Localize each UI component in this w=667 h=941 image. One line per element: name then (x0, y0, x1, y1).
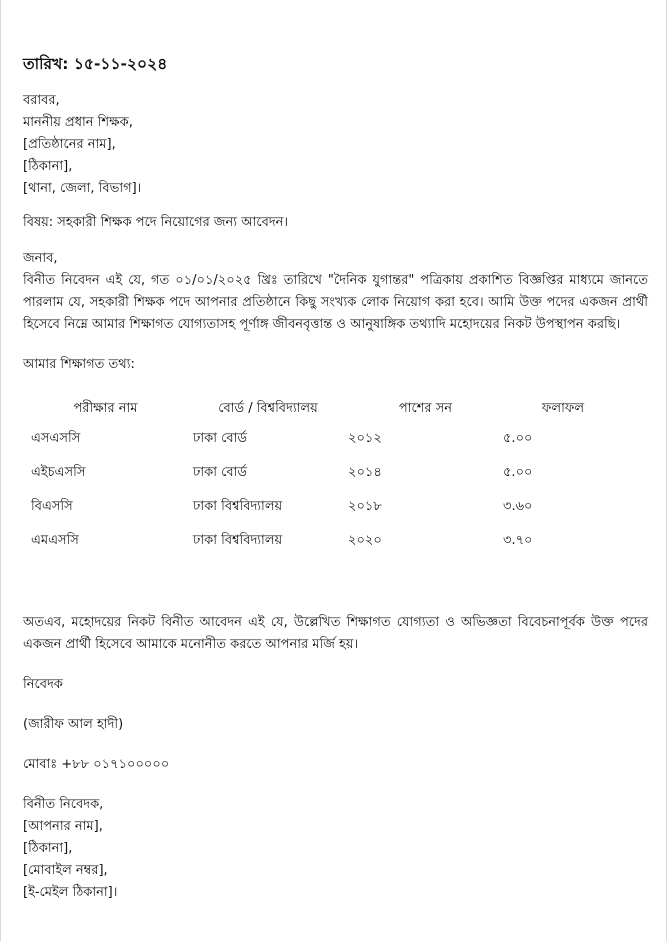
salutation: জনাব, (23, 251, 58, 266)
cell-board: ঢাকা বিশ্ববিদ্যালয় (193, 533, 283, 548)
education-table (23, 396, 623, 558)
signature-line: [আপনার নাম], (23, 819, 103, 834)
cell-year: ২০২০ (348, 533, 382, 548)
table-row (23, 456, 623, 490)
recipient-line: [প্রতিষ্ঠানের নাম], (23, 137, 116, 152)
recipient-line: [ঠিকানা], (23, 159, 73, 174)
signature-line: [ই-মেইল ঠিকানা]। (23, 885, 118, 900)
recipient-line: মাননীয় প্রধান শিক্ষক, (23, 115, 133, 130)
table-row (23, 422, 623, 456)
recipient-block (23, 90, 648, 200)
signature-block (23, 794, 648, 904)
table-row (23, 524, 623, 558)
cell-exam: এইচএসসি (31, 465, 86, 480)
recipient-line: বরাবর, (23, 93, 60, 108)
recipient-line: [থানা, জেলা, বিভাগ]। (23, 181, 142, 196)
signature-line: [ঠিকানা], (23, 841, 73, 856)
applicant-name: (জারীফ আল হাদী) (23, 717, 124, 732)
cell-result: ৩.৬০ (503, 499, 533, 514)
header-result: ফলাফল (541, 401, 585, 416)
table-row (23, 490, 623, 524)
applicant-label: নিবেদক (23, 677, 63, 692)
cell-result: ৫.০০ (503, 465, 533, 480)
cell-year: ২০১৮ (348, 499, 382, 514)
body-paragraph: বিনীত নিবেদন এই যে, গত ০১/০১/২০২৫ খ্রিঃ তারিখে "দৈনিক যুগান্তর" পত্রিকায় প্রকাশিত বিজ্ঞপ্তির মাধ্যমে জানতে পারলাম যে, সহকারী শিক্ষক পদে আপনার প্রতিষ্ঠানে কিছু সংখ্যক লোক নিয়োগ করা হবে। আমি উক্ত পদের একজন প্রার্থী হিসেবে নিম্নে আমার শিক্ষাগত যোগ্যতাসহ পূর্ণাঙ্গ জীবনবৃত্তান্ত ও আনুষাঙ্গিক তথ্যাদি মহোদয়ের নিকট উপস্থাপন করছি। (23, 273, 648, 332)
letter-subject: বিষয়: সহকারী শিক্ষক পদে নিয়োগের জন্য আবেদন। (23, 215, 289, 230)
cell-result: ৩.৭০ (503, 533, 533, 548)
mobile-number: মোবাঃ +৮৮ ০১৭১০০০০০ (23, 757, 170, 772)
cell-board: ঢাকা বোর্ড (193, 465, 247, 480)
cell-exam: এসএসসি (31, 431, 81, 446)
cell-year: ২০১৪ (348, 465, 382, 480)
header-exam: পরীক্ষার নাম (73, 401, 138, 416)
signature-line: [মোবাইল নম্বর], (23, 863, 108, 878)
cell-exam: বিএসসি (31, 499, 73, 514)
header-year: পাশের সন (398, 401, 453, 416)
table-header-row (23, 396, 623, 422)
cell-year: ২০১২ (348, 431, 382, 446)
header-board: বোর্ড / বিশ্ববিদ্যালয় (218, 401, 318, 416)
education-title: আমার শিক্ষাগত তথ্য: (23, 357, 135, 372)
cell-exam: এমএসসি (31, 533, 79, 548)
cell-result: ৫.০০ (503, 431, 533, 446)
cell-board: ঢাকা বোর্ড (193, 431, 247, 446)
application-letter (23, 52, 648, 904)
cell-board: ঢাকা বিশ্ববিদ্যালয় (193, 499, 283, 514)
signature-line: বিনীত নিবেদক, (23, 797, 104, 812)
closing-paragraph: অতএব, মহোদয়ের নিকট বিনীত আবেদন এই যে, উল্লেখিত শিক্ষাগত যোগ্যতা ও অভিজ্ঞতা বিবেচনাপূর্বক উক্ত পদের একজন প্রার্থী হিসেবে আমাকে মনোনীত করতে আপনার মর্জি হয়। (23, 615, 648, 652)
letter-date: তারিখ: ১৫-১১-২০২৪ (23, 55, 168, 73)
